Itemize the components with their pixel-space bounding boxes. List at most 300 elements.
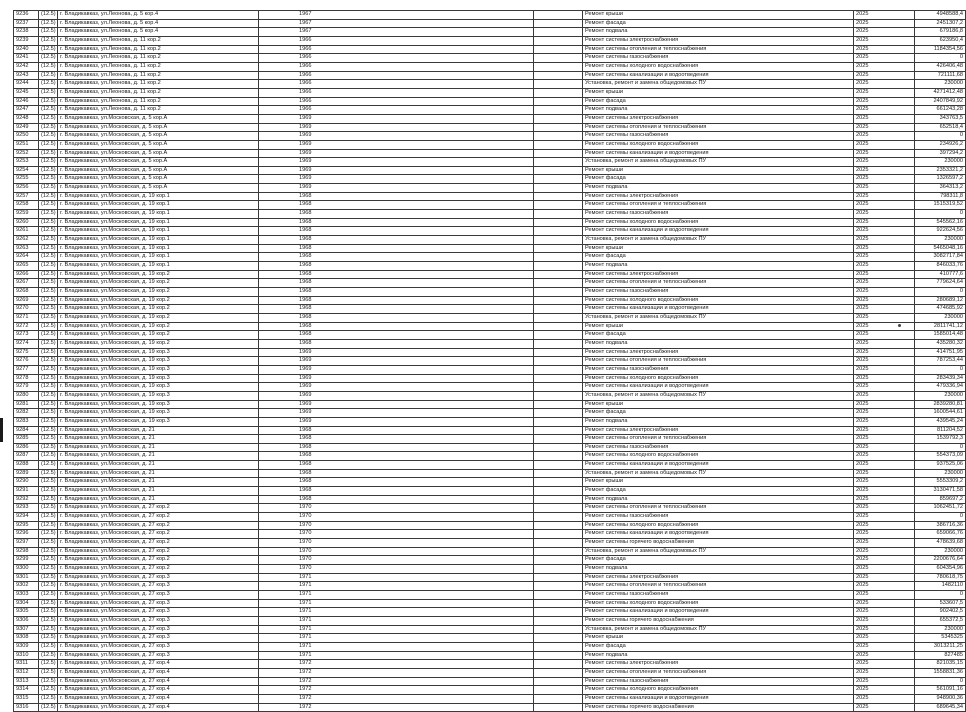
table-row xyxy=(14,313,966,322)
work-type-cell: Ремонт системы отопления и теплоснабжения xyxy=(583,357,854,366)
work-type-cell: Ремонт системы канализации и водоотведения xyxy=(583,694,854,703)
table-row xyxy=(14,513,966,522)
plan-year-cell: 2025 xyxy=(854,374,915,383)
build-year-cell: 1970 xyxy=(259,513,534,522)
empty-cell-cell xyxy=(534,106,583,115)
plan-year-cell: 2025 xyxy=(854,227,915,236)
work-type-cell: Ремонт системы холодного водоснабжения xyxy=(583,374,854,383)
work-type-cell: Ремонт системы отопления и теплоснабжения xyxy=(583,45,854,54)
build-year-cell: 1968 xyxy=(259,279,534,288)
empty-cell-cell xyxy=(534,703,583,712)
build-year-cell: 1969 xyxy=(259,166,534,175)
build-year-cell: 1972 xyxy=(259,694,534,703)
plan-year-cell: 2025 xyxy=(854,513,915,522)
table-row xyxy=(14,565,966,574)
region-code-cell: (12.5) xyxy=(39,400,58,409)
capital-repair-table xyxy=(13,10,966,712)
region-code-cell: (12.5) xyxy=(39,348,58,357)
region-code-cell: (12.5) xyxy=(39,62,58,71)
plan-year-cell: 2025 xyxy=(854,461,915,470)
cost-cell: 0 xyxy=(915,210,966,219)
address-cell: г. Владикавказ, ул.Леонова, д. 11 кор.2 xyxy=(58,80,259,89)
plan-year-cell: 2025 xyxy=(854,357,915,366)
cost-cell: 3082717,84 xyxy=(915,253,966,262)
empty-cell-cell xyxy=(534,140,583,149)
row-number-cell: 9313 xyxy=(14,677,39,686)
row-number-cell: 9308 xyxy=(14,634,39,643)
plan-year-cell: 2025 xyxy=(854,322,915,331)
build-year-cell: 1970 xyxy=(259,539,534,548)
region-code-cell: (12.5) xyxy=(39,88,58,97)
empty-cell-cell xyxy=(534,504,583,513)
region-code-cell: (12.5) xyxy=(39,616,58,625)
address-cell: г. Владикавказ, ул.Московская, д. 19 кор.3 xyxy=(58,417,259,426)
row-number-cell: 9236 xyxy=(14,11,39,20)
build-year-cell: 1966 xyxy=(259,71,534,80)
cost-cell: 545562,16 xyxy=(915,218,966,227)
cost-cell: 230000 xyxy=(915,80,966,89)
region-code-cell: (12.5) xyxy=(39,313,58,322)
plan-year-cell: 2025 xyxy=(854,703,915,712)
address-cell: г. Владикавказ, ул.Московская, д. 19 кор.3 xyxy=(58,365,259,374)
table-row xyxy=(14,556,966,565)
plan-year-cell: 2025 xyxy=(854,166,915,175)
address-cell: г. Владикавказ, ул.Московская, д. 19 кор.3 xyxy=(58,374,259,383)
work-type-cell: Ремонт системы отопления и теплоснабжения xyxy=(583,668,854,677)
empty-cell-cell xyxy=(534,54,583,63)
work-type-cell: Ремонт фасада xyxy=(583,253,854,262)
empty-cell-cell xyxy=(534,313,583,322)
empty-cell-cell xyxy=(534,556,583,565)
region-code-cell: (12.5) xyxy=(39,45,58,54)
row-number-cell: 9291 xyxy=(14,487,39,496)
address-cell: г. Владикавказ, ул.Московская, д. 21 xyxy=(58,469,259,478)
region-code-cell: (12.5) xyxy=(39,539,58,548)
plan-year-cell: 2025 xyxy=(854,409,915,418)
address-cell: г. Владикавказ, ул.Московская, д. 19 кор.1 xyxy=(58,192,259,201)
address-cell: г. Владикавказ, ул.Московская, д. 27 кор.2 xyxy=(58,539,259,548)
empty-cell-cell xyxy=(534,19,583,28)
empty-cell-cell xyxy=(534,331,583,340)
table-row xyxy=(14,651,966,660)
address-cell: г. Владикавказ, ул.Московская, д. 19 кор.1 xyxy=(58,253,259,262)
empty-cell-cell xyxy=(534,495,583,504)
cost-cell: 821035,15 xyxy=(915,660,966,669)
row-number-cell: 9248 xyxy=(14,114,39,123)
region-code-cell: (12.5) xyxy=(39,140,58,149)
row-number-cell: 9303 xyxy=(14,590,39,599)
empty-cell-cell xyxy=(534,539,583,548)
empty-cell-cell xyxy=(534,668,583,677)
row-number-cell: 9276 xyxy=(14,357,39,366)
row-number-cell: 9259 xyxy=(14,210,39,219)
cost-cell: 2811741,12 xyxy=(915,322,966,331)
region-code-cell: (12.5) xyxy=(39,331,58,340)
plan-year-cell: 2025 xyxy=(854,296,915,305)
address-cell: г. Владикавказ, ул.Московская, д. 27 кор.4 xyxy=(58,677,259,686)
address-cell: г. Владикавказ, ул.Леонова, д. 11 кор.2 xyxy=(58,45,259,54)
build-year-cell: 1972 xyxy=(259,668,534,677)
plan-year-cell: 2025 xyxy=(854,417,915,426)
row-number-cell: 9316 xyxy=(14,703,39,712)
work-type-cell: Ремонт подвала xyxy=(583,28,854,37)
plan-year-cell: 2025 xyxy=(854,365,915,374)
build-year-cell: 1968 xyxy=(259,339,534,348)
address-cell: г. Владикавказ, ул.Московская, д. 19 кор.1 xyxy=(58,210,259,219)
plan-year-cell: 2025 xyxy=(854,599,915,608)
plan-year-cell: 2025 xyxy=(854,478,915,487)
region-code-cell: (12.5) xyxy=(39,469,58,478)
empty-cell-cell xyxy=(534,97,583,106)
build-year-cell: 1969 xyxy=(259,383,534,392)
build-year-cell: 1966 xyxy=(259,36,534,45)
work-type-cell: Ремонт системы отопления и теплоснабжения xyxy=(583,279,854,288)
empty-cell-cell xyxy=(534,149,583,158)
cost-cell: 2451307,2 xyxy=(915,19,966,28)
build-year-cell: 1966 xyxy=(259,88,534,97)
row-number-cell: 9240 xyxy=(14,45,39,54)
region-code-cell: (12.5) xyxy=(39,668,58,677)
row-number-cell: 9274 xyxy=(14,339,39,348)
plan-year-cell: 2025 xyxy=(854,80,915,89)
work-type-cell: Ремонт подвала xyxy=(583,184,854,193)
cost-cell: 623950,4 xyxy=(915,36,966,45)
build-year-cell: 1968 xyxy=(259,201,534,210)
table-row xyxy=(14,504,966,513)
empty-cell-cell xyxy=(534,114,583,123)
cost-cell: 1600544,61 xyxy=(915,409,966,418)
row-number-cell: 9314 xyxy=(14,686,39,695)
work-type-cell: Ремонт системы канализации и водоотведения xyxy=(583,608,854,617)
work-type-cell: Ремонт подвала xyxy=(583,565,854,574)
plan-year-cell: 2025 xyxy=(854,313,915,322)
cost-cell: 2200676,64 xyxy=(915,556,966,565)
plan-year-cell: 2025 xyxy=(854,677,915,686)
address-cell: г. Владикавказ, ул.Московская, д. 5 кор.А xyxy=(58,140,259,149)
work-type-cell: Ремонт фасада xyxy=(583,97,854,106)
region-code-cell: (12.5) xyxy=(39,625,58,634)
build-year-cell: 1971 xyxy=(259,625,534,634)
table-row xyxy=(14,461,966,470)
region-code-cell: (12.5) xyxy=(39,305,58,314)
build-year-cell: 1969 xyxy=(259,132,534,141)
plan-year-cell: 2025 xyxy=(854,504,915,513)
plan-year-cell: 2025 xyxy=(854,625,915,634)
work-type-cell: Установка, ремонт и замена общедомовых ПУ xyxy=(583,391,854,400)
cost-cell: 652518,4 xyxy=(915,123,966,132)
work-type-cell: Ремонт крыши xyxy=(583,244,854,253)
build-year-cell: 1968 xyxy=(259,443,534,452)
plan-year-cell: 2025 xyxy=(854,106,915,115)
address-cell: г. Владикавказ, ул.Московская, д. 19 кор.3 xyxy=(58,391,259,400)
cost-cell: 280689,12 xyxy=(915,296,966,305)
cost-cell: 478639,68 xyxy=(915,539,966,548)
cost-cell: 1585014,48 xyxy=(915,331,966,340)
plan-year-cell: 2025 xyxy=(854,132,915,141)
region-code-cell: (12.5) xyxy=(39,80,58,89)
row-number-cell: 9279 xyxy=(14,383,39,392)
build-year-cell: 1972 xyxy=(259,703,534,712)
build-year-cell: 1969 xyxy=(259,374,534,383)
region-code-cell: (12.5) xyxy=(39,478,58,487)
cost-cell: 780618,75 xyxy=(915,573,966,582)
region-code-cell: (12.5) xyxy=(39,677,58,686)
cost-cell: 948900,36 xyxy=(915,694,966,703)
cost-cell: 230000 xyxy=(915,158,966,167)
build-year-cell: 1968 xyxy=(259,426,534,435)
table-row xyxy=(14,582,966,591)
region-code-cell: (12.5) xyxy=(39,634,58,643)
row-number-cell: 9247 xyxy=(14,106,39,115)
table-row xyxy=(14,305,966,314)
work-type-cell: Ремонт фасада xyxy=(583,331,854,340)
row-number-cell: 9277 xyxy=(14,365,39,374)
plan-year-cell: 2025 xyxy=(854,331,915,340)
cost-cell: 937525,06 xyxy=(915,461,966,470)
region-code-cell: (12.5) xyxy=(39,365,58,374)
build-year-cell: 1968 xyxy=(259,218,534,227)
work-type-cell: Ремонт системы холодного водоснабжения xyxy=(583,296,854,305)
region-code-cell: (12.5) xyxy=(39,556,58,565)
table-row xyxy=(14,62,966,71)
address-cell: г. Владикавказ, ул.Московская, д. 5 кор.А xyxy=(58,132,259,141)
empty-cell-cell xyxy=(534,28,583,37)
row-number-cell: 9242 xyxy=(14,62,39,71)
table-row xyxy=(14,426,966,435)
plan-year-cell: 2025 xyxy=(854,210,915,219)
cost-cell: 721111,68 xyxy=(915,71,966,80)
empty-cell-cell xyxy=(534,452,583,461)
work-type-cell: Ремонт системы отопления и теплоснабжения xyxy=(583,582,854,591)
build-year-cell: 1971 xyxy=(259,582,534,591)
table-row xyxy=(14,573,966,582)
work-type-cell: Ремонт системы газоснабжения xyxy=(583,677,854,686)
row-number-cell: 9261 xyxy=(14,227,39,236)
cost-cell: 655372,5 xyxy=(915,616,966,625)
address-cell: г. Владикавказ, ул.Московская, д. 19 кор.1 xyxy=(58,244,259,253)
cost-cell: 827485 xyxy=(915,651,966,660)
empty-cell-cell xyxy=(534,521,583,530)
empty-cell-cell xyxy=(534,435,583,444)
empty-cell-cell xyxy=(534,590,583,599)
region-code-cell: (12.5) xyxy=(39,703,58,712)
table-row xyxy=(14,132,966,141)
empty-cell-cell xyxy=(534,184,583,193)
work-type-cell: Установка, ремонт и замена общедомовых ПУ xyxy=(583,313,854,322)
row-number-cell: 9311 xyxy=(14,660,39,669)
table-row xyxy=(14,218,966,227)
region-code-cell: (12.5) xyxy=(39,114,58,123)
table-row xyxy=(14,357,966,366)
cost-cell: 230000 xyxy=(915,625,966,634)
region-code-cell: (12.5) xyxy=(39,461,58,470)
build-year-cell: 1971 xyxy=(259,634,534,643)
empty-cell-cell xyxy=(534,400,583,409)
table-row xyxy=(14,547,966,556)
row-number-cell: 9283 xyxy=(14,417,39,426)
plan-year-cell: 2025 xyxy=(854,175,915,184)
build-year-cell: 1971 xyxy=(259,608,534,617)
work-type-cell: Ремонт подвала xyxy=(583,495,854,504)
cost-cell: 386716,36 xyxy=(915,521,966,530)
row-number-cell: 9287 xyxy=(14,452,39,461)
table-row xyxy=(14,244,966,253)
work-type-cell: Ремонт системы холодного водоснабжения xyxy=(583,599,854,608)
address-cell: г. Владикавказ, ул.Московская, д. 27 кор.3 xyxy=(58,590,259,599)
address-cell: г. Владикавказ, ул.Московская, д. 27 кор.4 xyxy=(58,668,259,677)
row-number-cell: 9315 xyxy=(14,694,39,703)
address-cell: г. Владикавказ, ул.Московская, д. 27 кор.2 xyxy=(58,513,259,522)
build-year-cell: 1972 xyxy=(259,660,534,669)
cost-cell: 561091,16 xyxy=(915,686,966,695)
region-code-cell: (12.5) xyxy=(39,149,58,158)
row-number-cell: 9284 xyxy=(14,426,39,435)
region-code-cell: (12.5) xyxy=(39,288,58,297)
cost-cell: 1062451,72 xyxy=(915,504,966,513)
empty-cell-cell xyxy=(534,244,583,253)
scan-edge-mark xyxy=(0,418,3,442)
work-type-cell: Ремонт системы канализации и водоотведения xyxy=(583,461,854,470)
table-row xyxy=(14,443,966,452)
empty-cell-cell xyxy=(534,487,583,496)
row-number-cell: 9267 xyxy=(14,279,39,288)
address-cell: г. Владикавказ, ул.Леонова, д. 11 кор.2 xyxy=(58,97,259,106)
region-code-cell: (12.5) xyxy=(39,573,58,582)
plan-year-cell: 2025 xyxy=(854,184,915,193)
cost-cell: 5465048,16 xyxy=(915,244,966,253)
address-cell: г. Владикавказ, ул.Леонова, д. 5 кор.4 xyxy=(58,11,259,20)
table-row xyxy=(14,201,966,210)
cost-cell: 859697,2 xyxy=(915,495,966,504)
empty-cell-cell xyxy=(534,62,583,71)
table-row xyxy=(14,625,966,634)
cost-cell: 846033,76 xyxy=(915,262,966,271)
build-year-cell: 1969 xyxy=(259,114,534,123)
row-number-cell: 9294 xyxy=(14,513,39,522)
empty-cell-cell xyxy=(534,288,583,297)
plan-year-cell: 2025 xyxy=(854,660,915,669)
cost-cell: 0 xyxy=(915,513,966,522)
empty-cell-cell xyxy=(534,45,583,54)
build-year-cell: 1968 xyxy=(259,227,534,236)
work-type-cell: Ремонт системы газоснабжения xyxy=(583,132,854,141)
build-year-cell: 1969 xyxy=(259,184,534,193)
row-number-cell: 9254 xyxy=(14,166,39,175)
empty-cell-cell xyxy=(534,530,583,539)
plan-year-cell: 2025 xyxy=(854,435,915,444)
cost-cell: 2839280,81 xyxy=(915,400,966,409)
build-year-cell: 1969 xyxy=(259,400,534,409)
row-number-cell: 9237 xyxy=(14,19,39,28)
plan-year-cell: 2025 xyxy=(854,556,915,565)
table-row xyxy=(14,400,966,409)
row-number-cell: 9269 xyxy=(14,296,39,305)
row-number-cell: 9262 xyxy=(14,236,39,245)
plan-year-cell: 2025 xyxy=(854,36,915,45)
build-year-cell: 1968 xyxy=(259,322,534,331)
table-row xyxy=(14,192,966,201)
table-row xyxy=(14,478,966,487)
region-code-cell: (12.5) xyxy=(39,201,58,210)
plan-year-cell: 2025 xyxy=(854,565,915,574)
work-type-cell: Ремонт системы холодного водоснабжения xyxy=(583,452,854,461)
cost-cell: 234926,2 xyxy=(915,140,966,149)
region-code-cell: (12.5) xyxy=(39,357,58,366)
address-cell: г. Владикавказ, ул.Московская, д. 19 кор.2 xyxy=(58,313,259,322)
cost-cell: 604354,96 xyxy=(915,565,966,574)
row-number-cell: 9306 xyxy=(14,616,39,625)
plan-year-cell: 2025 xyxy=(854,547,915,556)
address-cell: г. Владикавказ, ул.Московская, д. 21 xyxy=(58,495,259,504)
plan-year-cell: 2025 xyxy=(854,270,915,279)
region-code-cell: (12.5) xyxy=(39,218,58,227)
table-row xyxy=(14,97,966,106)
row-number-cell: 9245 xyxy=(14,88,39,97)
row-number-cell: 9238 xyxy=(14,28,39,37)
scan-dot xyxy=(898,324,901,327)
table-row xyxy=(14,296,966,305)
region-code-cell: (12.5) xyxy=(39,279,58,288)
cost-cell: 414751,95 xyxy=(915,348,966,357)
address-cell: г. Владикавказ, ул.Московская, д. 19 кор.2 xyxy=(58,288,259,297)
cost-cell: 5553309,2 xyxy=(915,478,966,487)
cost-cell: 397294,2 xyxy=(915,149,966,158)
region-code-cell: (12.5) xyxy=(39,28,58,37)
work-type-cell: Ремонт системы электроснабжения xyxy=(583,36,854,45)
build-year-cell: 1966 xyxy=(259,106,534,115)
cost-cell: 5345325 xyxy=(915,634,966,643)
empty-cell-cell xyxy=(534,357,583,366)
table-row xyxy=(14,642,966,651)
table-row xyxy=(14,270,966,279)
region-code-cell: (12.5) xyxy=(39,97,58,106)
region-code-cell: (12.5) xyxy=(39,565,58,574)
plan-year-cell: 2025 xyxy=(854,487,915,496)
address-cell: г. Владикавказ, ул.Московская, д. 19 кор.1 xyxy=(58,227,259,236)
table-row xyxy=(14,660,966,669)
plan-year-cell: 2025 xyxy=(854,616,915,625)
empty-cell-cell xyxy=(534,166,583,175)
table-row xyxy=(14,262,966,271)
work-type-cell: Ремонт системы холодного водоснабжения xyxy=(583,62,854,71)
table-row xyxy=(14,686,966,695)
work-type-cell: Установка, ремонт и замена общедомовых ПУ xyxy=(583,625,854,634)
region-code-cell: (12.5) xyxy=(39,452,58,461)
build-year-cell: 1968 xyxy=(259,313,534,322)
row-number-cell: 9305 xyxy=(14,608,39,617)
cost-cell: 439545,24 xyxy=(915,417,966,426)
address-cell: г. Владикавказ, ул.Московская, д. 19 кор.2 xyxy=(58,331,259,340)
address-cell: г. Владикавказ, ул.Московская, д. 19 кор.2 xyxy=(58,270,259,279)
table-row xyxy=(14,703,966,712)
plan-year-cell: 2025 xyxy=(854,642,915,651)
plan-year-cell: 2025 xyxy=(854,62,915,71)
table-row xyxy=(14,495,966,504)
table-row xyxy=(14,106,966,115)
empty-cell-cell xyxy=(534,443,583,452)
build-year-cell: 1968 xyxy=(259,244,534,253)
empty-cell-cell xyxy=(534,651,583,660)
row-number-cell: 9264 xyxy=(14,253,39,262)
work-type-cell: Ремонт системы электроснабжения xyxy=(583,348,854,357)
empty-cell-cell xyxy=(534,374,583,383)
cost-cell: 2407849,92 xyxy=(915,97,966,106)
build-year-cell: 1968 xyxy=(259,495,534,504)
table-row xyxy=(14,365,966,374)
build-year-cell: 1968 xyxy=(259,210,534,219)
region-code-cell: (12.5) xyxy=(39,694,58,703)
build-year-cell: 1968 xyxy=(259,262,534,271)
